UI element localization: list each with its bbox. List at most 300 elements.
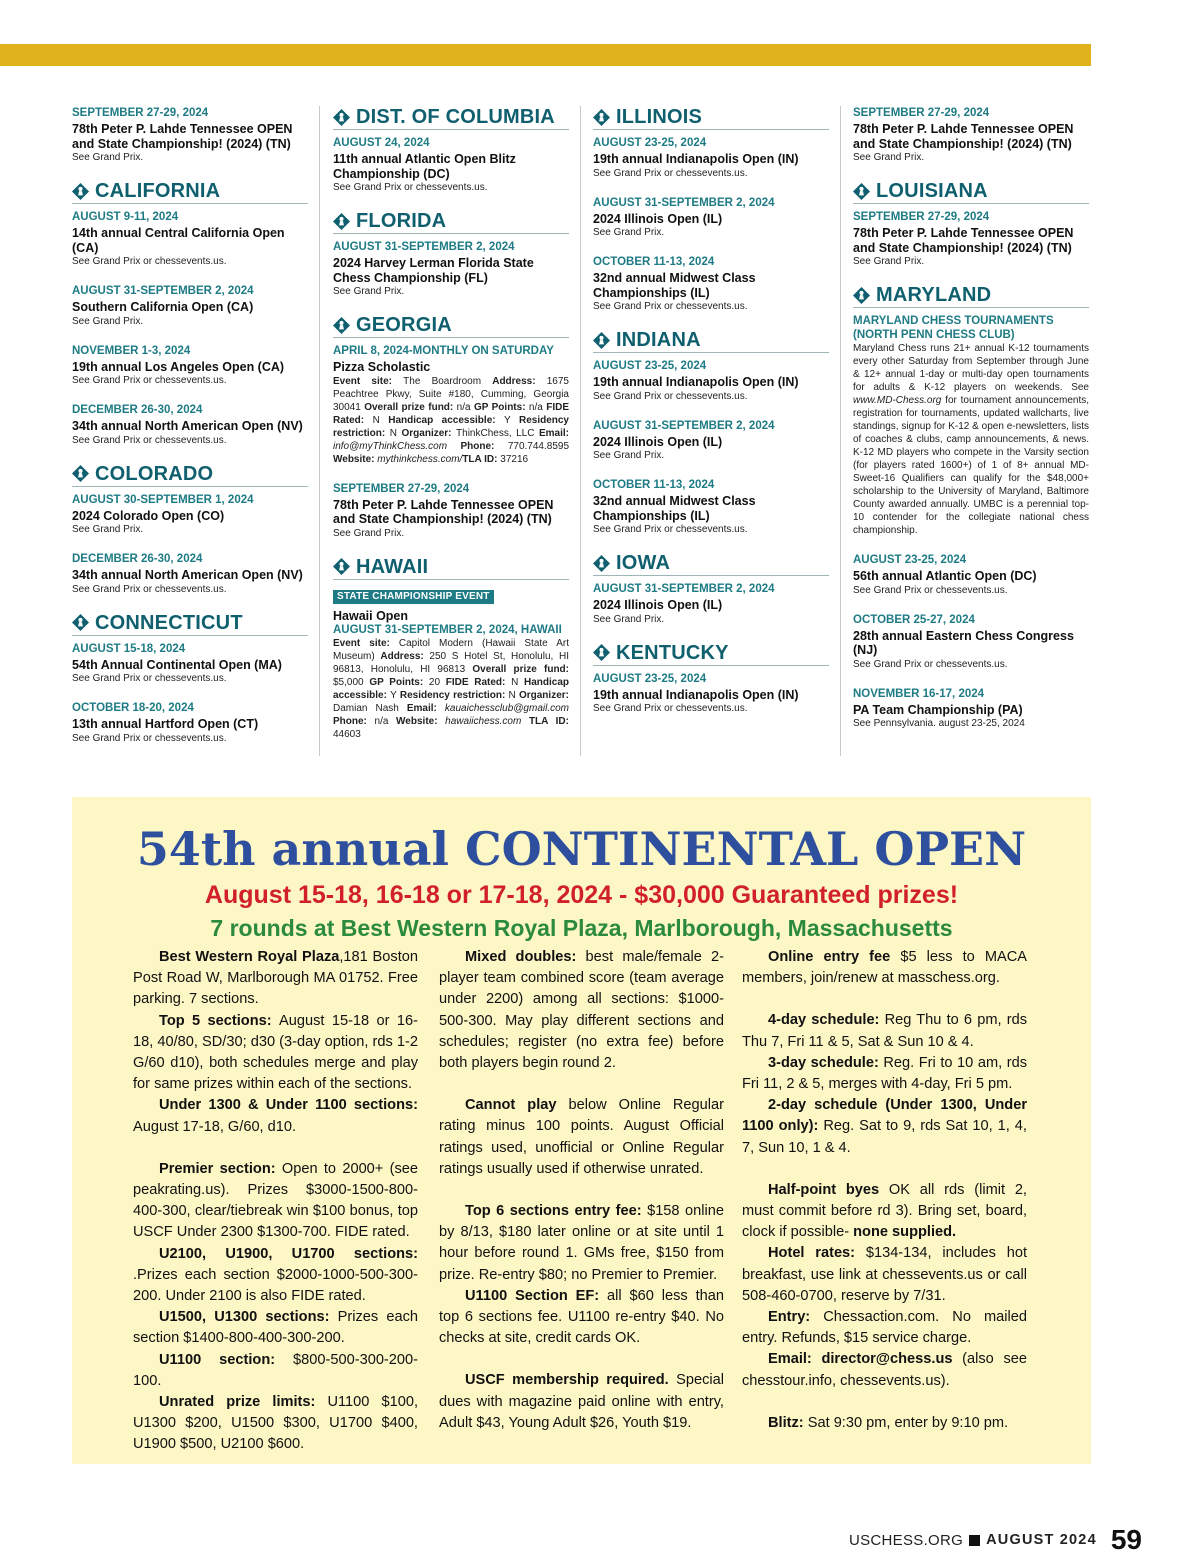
state-heading-row: [853, 180, 1089, 202]
detail-fragment: Address:: [492, 375, 547, 387]
ad-paragraph: [133, 1350, 418, 1392]
page-number: 59: [1110, 1524, 1142, 1555]
event-date: SEPTEMBER 27-29, 2024: [333, 482, 470, 495]
event-title: PA Team Championship (PA): [853, 702, 1023, 717]
pawn-diamond-icon: [72, 465, 89, 482]
event-date: SEPTEMBER 27-29, 2024: [853, 211, 990, 223]
ad-paragraph: [742, 1010, 1027, 1052]
detail-fragment: Hotel rates:: [768, 1245, 866, 1262]
event-title: 11th annual Atlantic Open Blitz Championship (DC): [333, 152, 516, 181]
detail-fragment: Open to 2000+ (see peakrating.us). Prizes $3000-1500-800-400-300, clear/tiebreak win $100 bonus, top USCF Under 2300 $1300-700. FIDE rated.: [133, 1160, 418, 1241]
event-listing: [853, 314, 1089, 537]
event-date: AUGUST 31-SEPTEMBER 2, 2024: [593, 196, 775, 209]
detail-fragment: $5,000: [333, 677, 370, 688]
event-listing: [333, 344, 569, 466]
detail-fragment: n/a: [374, 716, 397, 727]
state-heading: [333, 314, 569, 338]
event-note: See Grand Prix.: [593, 450, 665, 461]
event-note: See Grand Prix or chessevents.us.: [333, 182, 488, 193]
detail-fragment: Organizer:: [401, 427, 457, 439]
event-listing: [72, 642, 308, 686]
event-title: 19th annual Indianapolis Open (IN): [593, 687, 799, 702]
ad-paragraph: [439, 1286, 724, 1350]
state-name: IOWA: [616, 552, 671, 574]
event-listing: [593, 196, 829, 240]
event-date: DECEMBER 26-30, 2024: [72, 404, 203, 416]
listing-column-4: [853, 106, 1089, 746]
state-name: HAWAII: [356, 555, 429, 578]
event-title: Hawaii Open: [333, 608, 409, 623]
state-heading-row: [593, 642, 829, 664]
event-date: AUGUST 23-25, 2024: [593, 360, 707, 372]
state-heading-row: [593, 329, 829, 351]
state-heading: [72, 180, 308, 204]
detail-fragment: hawaiichess.com: [445, 716, 529, 727]
state-name: CALIFORNIA: [95, 180, 221, 202]
state-heading-row: [593, 106, 829, 128]
state-name: DIST. OF COLUMBIA: [356, 106, 555, 128]
detail-fragment: 250 S Hotel St, Honolulu, HI 96813, Honolulu, HI 96813: [333, 651, 569, 675]
ad-paragraph: [133, 1095, 418, 1137]
event-date: AUGUST 24, 2024: [333, 137, 430, 149]
state-heading: [72, 463, 308, 487]
pawn-diamond-icon: [333, 213, 350, 230]
detail-fragment: Top 6 sections entry fee:: [465, 1203, 648, 1220]
event-date: NOVEMBER 16-17, 2024: [853, 687, 985, 700]
detail-fragment: N: [372, 414, 389, 426]
event-listing: [72, 701, 308, 745]
event-note: See Grand Prix or chessevents.us.: [593, 390, 748, 402]
pawn-diamond-icon: [593, 109, 610, 126]
event-listing: [593, 255, 829, 313]
ad-paragraph: [439, 1370, 724, 1434]
detail-fragment: Reg. Sat to 9, rds Sat 10, 1, 4, 7, Sun 10, 1 & 4.: [742, 1118, 1027, 1156]
state-name: COLORADO: [95, 462, 214, 485]
state-heading: [593, 642, 829, 666]
event-note: See Grand Prix or chessevents.us.: [72, 583, 227, 595]
event-date: OCTOBER 11-13, 2024: [593, 479, 715, 491]
event-date: APRIL 8, 2024-MONTHLY ON SATURDAY: [333, 345, 554, 357]
detail-fragment: Organizer:: [518, 690, 569, 701]
event-date: DECEMBER 26-30, 2024: [72, 553, 203, 565]
event-date: AUGUST 30-SEPTEMBER 1, 2024: [72, 493, 254, 506]
event-details: [853, 342, 1089, 537]
event-title: 13th annual Hartford Open (CT): [72, 717, 259, 731]
event-note: See Pennsylvania. august 23-25, 2024: [853, 718, 1025, 729]
pawn-diamond-icon: [853, 183, 870, 200]
ad-paragraph: [439, 1201, 724, 1286]
event-listing: [593, 478, 829, 536]
event-note: See Grand Prix.: [853, 152, 925, 163]
state-name: ILLINOIS: [616, 106, 703, 128]
detail-fragment: Capitol Modern (Hawaii State Art Museum): [333, 638, 569, 662]
event-date: AUGUST 31-SEPTEMBER 2, 2024: [593, 583, 775, 595]
ad-column-1: [133, 947, 418, 1456]
detail-fragment: 37216: [500, 453, 529, 465]
state-name: CONNECTICUT: [95, 611, 243, 634]
state-championship-badge: STATE CHAMPIONSHIP EVENT: [333, 590, 494, 604]
event-title: 78th Peter P. Lahde Tennessee OPEN and State Championship! (2024) (TN): [333, 497, 554, 526]
detail-fragment: none supplied.: [853, 1224, 957, 1241]
ad-paragraph: [439, 947, 724, 1074]
detail-fragment: Overall prize fund:: [364, 401, 457, 413]
event-title: Southern California Open (CA): [72, 300, 254, 314]
detail-fragment: August 15-18 or 16-18, 40/80, SD/30; d30 (3-day option, rds 1-2 G/60 d10), both schedules merge and play for same prizes within each of the sections.: [133, 1012, 419, 1093]
event-title: 28th annual Eastern Chess Congress (NJ): [853, 628, 1074, 657]
detail-fragment: Handicap accessible:: [333, 677, 570, 701]
event-date: AUGUST 15-18, 2024: [72, 642, 186, 655]
event-note: See Grand Prix or chessevents.us.: [72, 434, 227, 446]
ad-subtitle-venue: 7 rounds at Best Western Royal Plaza, Marlborough, Massachusetts: [210, 915, 953, 941]
event-date: AUGUST 23-25, 2024: [593, 137, 707, 149]
ad-column-3: [742, 947, 1027, 1434]
detail-fragment: Website:: [396, 716, 446, 727]
event-title: 56th annual Atlantic Open (DC): [853, 569, 1037, 583]
detail-fragment: Website:: [333, 453, 378, 465]
detail-fragment: 2-day schedule (Under 1300, Under 1100 only):: [742, 1097, 1027, 1135]
column-divider: [840, 106, 841, 756]
detail-fragment: $800-500-300-200-100.: [133, 1351, 418, 1389]
detail-fragment: Chessaction.com. No mailed entry. Refunds, $15 service charge.: [742, 1309, 1027, 1347]
event-title: 19th annual Indianapolis Open (IN): [593, 375, 799, 389]
detail-fragment: Residency restriction:: [333, 414, 569, 439]
ad-paragraph: [742, 1095, 1027, 1159]
pawn-diamond-icon: [593, 644, 610, 661]
detail-fragment: Top 5 sections:: [159, 1012, 280, 1029]
event-title: 78th Peter P. Lahde Tennessee OPEN and State Championship! (2024) (TN): [853, 226, 1074, 255]
event-title: 78th Peter P. Lahde Tennessee OPEN and State Championship! (2024) (TN): [853, 122, 1074, 151]
event-listing: [72, 493, 308, 537]
detail-fragment: Email: director@chess.us: [768, 1351, 963, 1368]
event-note: See Grand Prix.: [593, 227, 665, 238]
state-name: KENTUCKY: [616, 641, 729, 664]
event-title: 32nd annual Midwest Class Championships (IL): [593, 494, 756, 523]
event-title: Pizza Scholastic: [333, 360, 431, 374]
pawn-diamond-icon: [72, 183, 89, 200]
event-title: 2024 Illinois Open (IL): [593, 598, 723, 612]
detail-fragment: kauaichessclub@gmail.com: [444, 703, 569, 714]
pawn-diamond-icon: [593, 555, 610, 572]
detail-fragment: FIDE Rated:: [333, 401, 570, 426]
listing-column-3: [593, 106, 829, 731]
event-note: See Grand Prix.: [72, 315, 144, 327]
detail-fragment: Residency restriction:: [399, 690, 509, 701]
detail-fragment: Y: [504, 414, 519, 426]
event-listing: [333, 136, 569, 194]
event-title: 19th annual Indianapolis Open (IN): [593, 152, 799, 166]
event-title: 2024 Harvey Lerman Florida State Chess Championship (FL): [333, 256, 534, 285]
event-details: [333, 637, 569, 741]
state-name: INDIANA: [616, 329, 701, 351]
event-note: See Grand Prix or chessevents.us.: [72, 375, 227, 386]
event-note: See Grand Prix or chessevents.us.: [853, 584, 1008, 596]
event-date: AUGUST 31-SEPTEMBER 2, 2024, HAWAII: [333, 624, 562, 636]
detail-fragment: $5 less to MACA members, join/renew at masschess.org.: [742, 949, 1027, 987]
detail-fragment: 20: [428, 677, 446, 688]
detail-fragment: Mixed doubles:: [465, 949, 586, 965]
state-heading: [333, 106, 569, 130]
pawn-diamond-icon: [593, 332, 610, 349]
event-note: See Grand Prix or chessevents.us.: [593, 301, 748, 312]
detail-fragment: all $60 less than top 6 sections fee. U1100 re-entry $40. No checks at site, credit cards OK.: [439, 1287, 724, 1347]
ad-paragraph: [742, 947, 1027, 989]
ad-subtitle-dates: August 15-18, 16-18 or 17-18, 2024 - $30,000 Guaranteed prizes!: [204, 881, 959, 909]
state-heading: [853, 284, 1089, 308]
listing-column-1: [72, 106, 308, 761]
event-date: NOVEMBER 1-3, 2024: [72, 344, 191, 357]
detail-fragment: GP Points:: [473, 401, 529, 413]
event-listing: [853, 613, 1089, 671]
detail-fragment: 4-day schedule:: [768, 1012, 885, 1029]
detail-fragment: N: [511, 677, 524, 688]
event-title: 2024 Colorado Open (CO): [72, 508, 225, 523]
state-heading: [853, 180, 1089, 204]
event-date: OCTOBER 18-20, 2024: [72, 702, 194, 714]
event-date: SEPTEMBER 27-29, 2024: [853, 107, 990, 119]
detail-fragment: U1100 Section EF:: [465, 1287, 608, 1304]
detail-fragment: Y: [390, 690, 400, 701]
detail-fragment: Premier section:: [159, 1160, 282, 1177]
detail-fragment: 770.744.8595: [507, 440, 569, 452]
detail-fragment: Online entry fee: [768, 949, 901, 965]
ad-paragraph: [133, 1392, 418, 1456]
detail-fragment: (also see chesstour.info, chessevents.us).: [742, 1351, 1028, 1389]
event-note: See Grand Prix.: [593, 613, 665, 625]
event-note: See Grand Prix or chessevents.us.: [593, 524, 748, 535]
state-heading: [72, 612, 308, 636]
pawn-diamond-icon: [333, 109, 350, 126]
pawn-diamond-icon: [72, 614, 89, 631]
detail-fragment: www.MD-Chess.org: [853, 395, 942, 406]
event-listing: [853, 210, 1089, 268]
ad-paragraph: [133, 947, 418, 1011]
detail-fragment: Phone:: [460, 440, 508, 452]
detail-fragment: .Prizes each section $2000-1000-500-300-200. Under 2100 is also FIDE rated.: [133, 1266, 418, 1305]
state-heading-row: [72, 612, 308, 634]
detail-fragment: U1500, U1300 sections:: [159, 1309, 338, 1326]
state-heading-row: [333, 314, 569, 336]
detail-fragment: The Boardroom: [403, 375, 493, 387]
column-divider: [580, 106, 581, 756]
detail-fragment: $158 online by 8/13, $180 later online or at site until 1 hour before round 1. GMs free, $150 from prize. Re-entry $80; no Premier to Premier.: [439, 1203, 724, 1283]
detail-fragment: Handicap accessible:: [388, 414, 505, 426]
detail-fragment: U1100 section:: [159, 1351, 294, 1368]
event-note: See Grand Prix or chessevents.us.: [72, 673, 227, 684]
ad-paragraph: [742, 1413, 1027, 1434]
event-date: OCTOBER 11-13, 2024: [593, 256, 715, 268]
event-listing: [72, 552, 308, 596]
column-divider: [319, 106, 320, 756]
event-details: [333, 375, 569, 466]
event-title: 14th annual Central California Open (CA): [72, 226, 285, 255]
pawn-diamond-icon: [333, 317, 350, 334]
detail-fragment: TLA ID:: [462, 453, 501, 465]
event-note: See Grand Prix or chessevents.us.: [853, 658, 1008, 670]
footer-site: USCHESS.ORG: [848, 1531, 964, 1549]
detail-fragment: n/a: [456, 401, 474, 413]
event-listing: [72, 344, 308, 388]
event-note: See Grand Prix.: [333, 286, 405, 297]
event-listing: [333, 609, 569, 742]
event-note: See Grand Prix.: [72, 152, 144, 163]
state-name: GEORGIA: [356, 314, 452, 336]
state-heading: [333, 210, 569, 234]
footer-square-icon: [969, 1535, 980, 1546]
detail-fragment: Prizes each section $1400-800-400-300-200.: [133, 1309, 419, 1347]
detail-fragment: info@myThinkChess.com: [333, 440, 461, 452]
detail-fragment: Damian Nash: [333, 703, 407, 714]
state-heading-row: [72, 180, 308, 202]
detail-fragment: USCF membership required.: [465, 1372, 677, 1389]
pawn-diamond-icon: [853, 287, 870, 304]
event-date: SEPTEMBER 27-29, 2024: [72, 107, 209, 119]
event-note: See Grand Prix.: [333, 527, 405, 539]
event-note: See Grand Prix.: [853, 256, 925, 267]
detail-fragment: Special dues with magazine paid online with entry, Adult $43, Young Adult $26, Youth $19.: [439, 1372, 724, 1431]
detail-fragment: Maryland Chess runs 21+ annual K-12 tournaments every other Saturday from September through June & 12+ annual 1-day or multi-day open tournaments for adults & K-12 players on weekends. See: [853, 343, 1089, 393]
ad-paragraph: [133, 1159, 418, 1244]
ad-paragraph: [742, 1307, 1027, 1349]
event-note: See Grand Prix.: [72, 524, 144, 535]
state-heading-row: [72, 463, 308, 485]
state-heading: [593, 552, 829, 576]
event-listing: [333, 482, 569, 540]
event-listing: [72, 403, 308, 447]
event-date: AUGUST 31-SEPTEMBER 2, 2024: [593, 419, 775, 432]
event-note: See Grand Prix or chessevents.us.: [72, 732, 227, 744]
detail-fragment: Entry:: [768, 1309, 824, 1326]
detail-fragment: Half-point byes: [768, 1181, 889, 1198]
detail-fragment: U2100, U1900, U1700 sections:: [159, 1245, 418, 1262]
detail-fragment: Blitz:: [768, 1414, 808, 1431]
detail-fragment: Cannot play: [465, 1097, 569, 1114]
ad-paragraph: [742, 1053, 1027, 1095]
ad-paragraph: [133, 1307, 418, 1349]
event-date: AUGUST 31-SEPTEMBER 2, 2024: [72, 285, 254, 297]
detail-fragment: Reg. Fri to 10 am, rds Fri 11, 2 & 5, merges with 4-day, Fri 5 pm.: [742, 1054, 1028, 1093]
event-listing: [853, 687, 1089, 731]
detail-fragment: Email:: [538, 427, 569, 439]
page-footer: [849, 1524, 1142, 1556]
detail-fragment: best male/female 2-player team combined score (team average under 2200) among all sections: $1000-500-300. May play different sections and schedules; register (no extra fee) before both players begin round 2.: [439, 949, 724, 1072]
detail-fragment: N: [508, 690, 519, 701]
event-listing: [593, 672, 829, 716]
detail-fragment: N: [389, 427, 402, 439]
detail-fragment: $134-134, includes hot breakfast, use link at chessevents.us or call 508-460-0700, reserve by 7/31.: [742, 1245, 1028, 1304]
detail-fragment: Sat 9:30 pm, enter by 9:10 pm.: [807, 1414, 1009, 1431]
event-listing: [72, 210, 308, 268]
detail-fragment: Reg Thu to 6 pm, rds Thu 7, Fri 11 & 5, Sat & Sun 10 & 4.: [742, 1012, 1027, 1050]
event-listing: [72, 284, 308, 328]
detail-fragment: OK all rds (limit 2, must commit before rd 3). Bring set, board, clock if possible-: [742, 1181, 1027, 1241]
state-heading-row: [333, 556, 569, 578]
detail-fragment: Unrated prize limits:: [159, 1394, 328, 1411]
top-color-bar: [0, 44, 1091, 66]
state-name: MARYLAND: [876, 284, 992, 306]
detail-fragment: Event site:: [333, 638, 399, 649]
detail-fragment: August 17-18, G/60, d10.: [133, 1118, 297, 1135]
ad-paragraph: [742, 1180, 1027, 1244]
detail-fragment: Under 1300 & Under 1100 sections:: [159, 1097, 418, 1114]
ad-paragraph: [742, 1349, 1027, 1391]
event-listing: [853, 106, 1089, 164]
detail-fragment: Overall prize fund:: [472, 664, 569, 675]
event-note: See Grand Prix or chessevents.us.: [593, 167, 748, 179]
detail-fragment: GP Points:: [369, 677, 429, 688]
event-listing: [853, 553, 1089, 597]
state-heading: [593, 106, 829, 130]
event-title: 19th annual Los Angeles Open (CA): [72, 359, 285, 374]
detail-fragment: U1100 $100, U1300 $200, U1500 $300, U1700 $400, U1900 $500, U2100 $600.: [133, 1394, 419, 1453]
ad-title: 54th annual CONTINENTAL OPEN: [136, 822, 1027, 876]
event-listing: [72, 106, 308, 164]
detail-fragment: ThinkChess, LLC: [456, 427, 539, 439]
detail-fragment: 3-day schedule:: [768, 1054, 884, 1071]
event-title: 2024 Illinois Open (IL): [593, 434, 723, 449]
event-listing: [593, 359, 829, 403]
event-date: OCTOBER 25-27, 2024: [853, 613, 975, 626]
event-date: AUGUST 31-SEPTEMBER 2, 2024: [333, 241, 515, 253]
event-listing: [593, 582, 829, 626]
pawn-diamond-icon: [333, 558, 350, 575]
event-note: See Grand Prix or chessevents.us.: [593, 703, 748, 714]
detail-fragment: FIDE Rated:: [445, 677, 512, 688]
event-date: AUGUST 23-25, 2024: [853, 554, 967, 566]
ad-paragraph: [742, 1243, 1027, 1307]
state-heading-row: [593, 552, 829, 574]
footer-issue: AUGUST 2024: [986, 1532, 1097, 1548]
ad-paragraph: [133, 1244, 418, 1308]
state-name: FLORIDA: [356, 210, 447, 232]
detail-fragment: n/a: [528, 401, 547, 413]
state-heading: [333, 556, 569, 580]
event-title: 32nd annual Midwest Class Championships (IL): [593, 271, 756, 300]
detail-fragment: Event site:: [333, 375, 404, 387]
detail-fragment: mythinkchess.com/: [377, 453, 463, 465]
event-note: See Grand Prix or chessevents.us.: [72, 256, 227, 267]
detail-fragment: Best Western Royal Plaza: [159, 949, 340, 965]
event-title: 54th Annual Continental Open (MA): [72, 657, 282, 672]
ad-column-2: [439, 947, 724, 1434]
ad-paragraph: [439, 1095, 724, 1180]
event-title: 2024 Illinois Open (IL): [593, 211, 723, 226]
event-date: AUGUST 23-25, 2024: [593, 672, 707, 685]
detail-fragment: TLA ID:: [528, 716, 569, 727]
detail-fragment: ,181 Boston Post Road W, Marlborough MA 01752. Free parking. 7 sections.: [133, 949, 418, 1008]
event-listing: [333, 240, 569, 298]
event-date: MARYLAND CHESS TOURNAMENTS (NORTH PENN CHESS CLUB): [853, 315, 1054, 341]
detail-fragment: Email:: [406, 703, 445, 714]
state-heading-row: [333, 210, 569, 232]
detail-fragment: Address:: [380, 651, 430, 662]
event-date: AUGUST 9-11, 2024: [72, 211, 179, 223]
state-heading-row: [853, 284, 1089, 306]
state-name: LOUISIANA: [876, 180, 988, 202]
event-listing: [593, 136, 829, 180]
event-title: 78th Peter P. Lahde Tennessee OPEN and State Championship! (2024) (TN): [72, 122, 293, 151]
state-heading: [593, 329, 829, 353]
detail-fragment: Phone:: [333, 716, 375, 727]
continental-open-ad: [72, 797, 1091, 1464]
ad-paragraph: [133, 1011, 418, 1096]
event-title: 34th annual North American Open (NV): [72, 419, 303, 433]
detail-fragment: below Online Regular rating minus 100 points. August Official ratings used, unofficial or Online Regular ratings usually used if otherwise unrated.: [439, 1097, 724, 1177]
event-listing: [593, 419, 829, 463]
detail-fragment: 1675 Peachtree Pkwy, Suite #180, Cumming, Georgia 30041: [333, 375, 569, 413]
event-title: 34th annual North American Open (NV): [72, 568, 303, 582]
state-heading-row: [333, 106, 569, 128]
detail-fragment: for tournament announcements, registration for tournaments, updated wallcharts, live standings, signup for K-12 & open e-newsletters, lists of coaches & clubs, camp announcements, & news. K-12 MD players who compete in the Varsity section (for players rated 1600+) of 1 of 8+ annual MD-Sweet-16 Qualifiers can qualify for the $48,000+ scholarship to the University of Maryland, Baltimore County awarded annually. UMBC is a perennial top-10 contender for the collegiate national chess championship.: [853, 395, 1089, 536]
